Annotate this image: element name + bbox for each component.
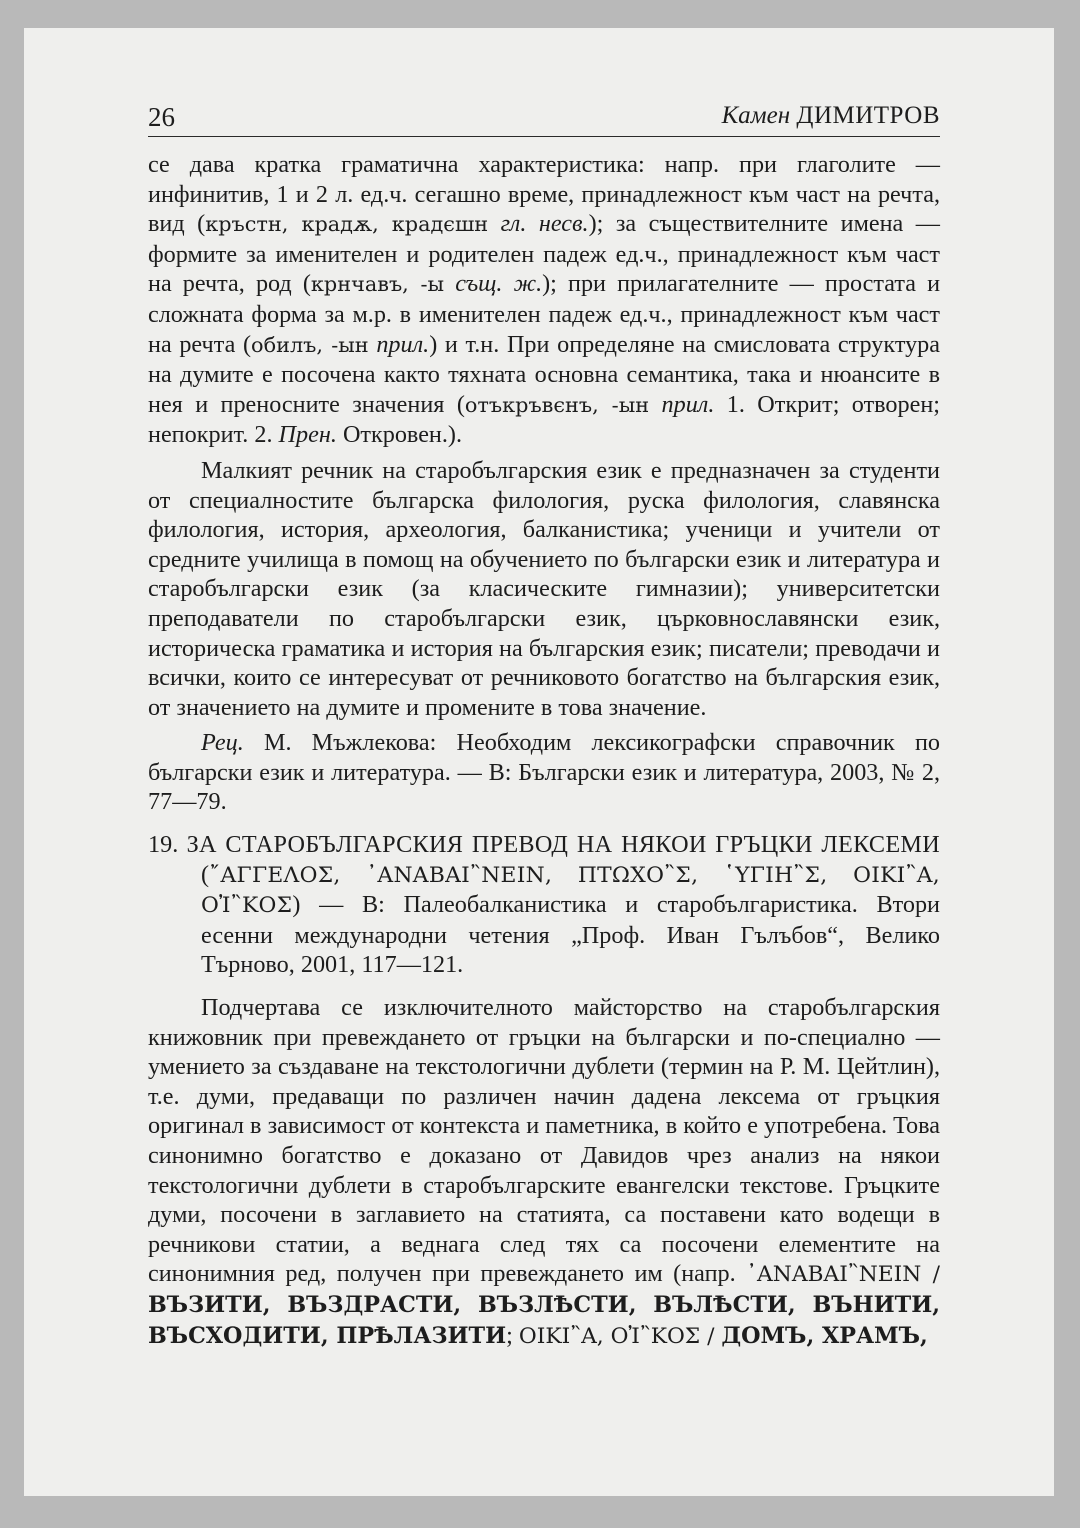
bibliography-entry-19 (148, 830, 940, 980)
old-bulgarian-synonyms: ВЪЗИТИ, ВЪЗДРАСТИ, ВЪЗЛѢСТИ, ВЪЛѢСТИ, ВЪНИТИ, ВЪСХОДИТИ, ПРѢЛАЗИТИ (148, 1291, 940, 1349)
author-given-name: Камен (721, 102, 791, 129)
greek-word: ᾿ΑΝΑΒΑΙ῍ΝΕΙΝ / (746, 1262, 940, 1288)
abbreviation: гл. несв. (500, 210, 589, 238)
text-run: ; (506, 1321, 519, 1349)
old-bulgarian-word: кръстн, крадѫ, крадєшн (205, 212, 489, 237)
paragraph-grammar (148, 150, 940, 450)
text-run (488, 210, 501, 237)
paragraph-synonyms (148, 993, 940, 1351)
text-run: се дава кратка граматична характеристика: напр. при глаголите — инфинитив, 1 и 2 л. ед.ч. сегашно време, принадлежност към част на речта, вид ( (148, 151, 940, 238)
greek-lexemes: ῎ΑΓΓΕΛΟΣ, ᾿ΑΝΑΒΑΙ῍ΝΕΙΝ, ΠΤΩΧΟ῍Σ, ῾ΥΓΙΗ῍Σ, ΟΙΚΙ῍Α, ΟἸ῍ΚΟΣ (201, 862, 940, 919)
old-bulgarian-word: крнчавъ, -ы (310, 272, 445, 297)
body-text (148, 150, 940, 1351)
entry-source: ) — В: Палеобалканистика и старобългаристика. Втори есенни международни четения „Проф. Иван Гълъбов“, Велико Търново, 2001, 117—121. (201, 891, 940, 979)
abbreviation: прил. (376, 330, 430, 358)
greek-word: ΟΙΚΙ῍Α, ΟἸ῍ΚΟΣ / (518, 1323, 722, 1349)
old-bulgarian-word: отъкръвєнъ, -ын (464, 392, 650, 417)
text-run: Подчертава се изключителното майсторство на старобългарския книжовник при превеждането от гръцки на български и по-специално — умението за създаване на текстологични дублети (термин на Р. М. Цейтлин), т.е. думи, предаващи по различен начин дадена лексема от гръцкия оригинал в зависимост от контекста и паметника, в който е употребена. Това синонимно богатство е доказано от Давидов чрез анализ на някои текстологични дублети в старобългарските евангелски текстове. Гръцките думи, посочени в заглавието на статията, са поставени като водещи в речникови статии, а веднага след тях са посочени елементите на синонимния ред, получен при превеждането им (напр. (148, 994, 940, 1288)
entry-number: 19. (148, 831, 187, 859)
review-note (148, 728, 940, 817)
text-run: ); за съществителните имена — формите за именителен и родителен падеж ед.ч., принадлежност към част на речта, род ( (148, 210, 940, 298)
old-bulgarian-word: обилъ, -ын (251, 332, 369, 357)
abbreviation: Прен. (278, 421, 337, 449)
abbreviation: същ. ж. (455, 270, 543, 298)
running-head-author (722, 102, 940, 130)
text-run: ) и т.н. При определяне на смисловата структура на думите е посочена както тяхната основна семантика, така и нюансите в нея и преносните значения ( (148, 330, 940, 418)
review-text: М. Мъжлекова: Необходим лексикографски справочник по български език и литература. — В: Български език и литература, 2003, № 2, 77—79. (148, 729, 940, 816)
page-number: 26 (148, 102, 175, 132)
abbreviation: прил. (661, 390, 715, 418)
text-run (649, 391, 661, 418)
running-header (148, 100, 940, 137)
text-run (444, 270, 455, 297)
paragraph-audience: Малкият речник на старобългарския език е предназначен за студенти от специалностите българска филология, руска филология, славянска филология, история, археология, балканистика; ученици и учители от средните училища в помощ на обучението по български език и литература и старобългарски език (за класическите гимназии); университетски преподаватели по старобългарски език, църковнославянски език, историческа граматика и история на българския език; писатели; преводачи и всички, които се интересуват от речниковото богатство на българския език, от значението на думите и промените в това значение. (148, 456, 940, 721)
old-bulgarian-synonyms: ДОМЪ, ХРАМЪ, (721, 1322, 928, 1349)
text-run: ); при прилагателните — простата и сложната форма за м.р. в именителен падеж ед.ч., принадлежност към част на речта ( (148, 270, 941, 358)
entry-title: ЗА СТАРОБЪЛГАРСКИЯ ПРЕВОД НА НЯКОИ ГРЪЦКИ ЛЕКСЕМИ ( (186, 831, 941, 888)
text-run: Откровен.). (336, 421, 463, 449)
text-run: 1. Открит; отворен; непокрит. 2. (148, 390, 940, 449)
author-surname: ДИМИТРОВ (796, 102, 940, 129)
review-label: Рец. (201, 729, 244, 757)
